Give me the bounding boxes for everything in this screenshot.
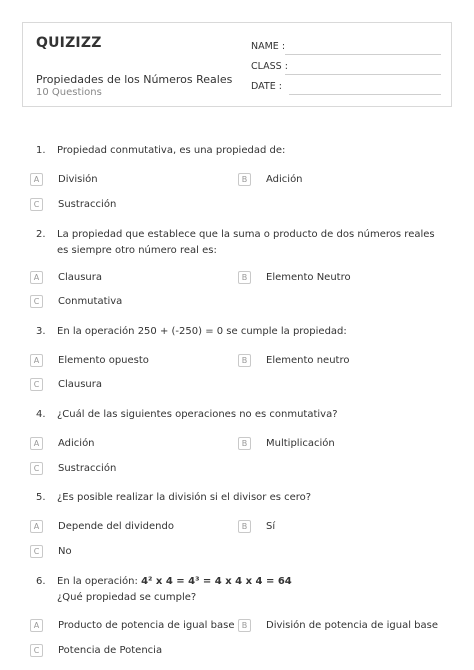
option-text: Sustracción (58, 463, 117, 474)
option-letter: C (30, 644, 43, 657)
date-line (289, 94, 441, 95)
option-text: Sustracción (58, 199, 117, 210)
option-letter: B (238, 437, 251, 450)
option-letter: A (30, 354, 43, 367)
question-text-line2: ¿Qué propiedad se cumple? (57, 592, 197, 603)
question-number: 1. (36, 145, 46, 156)
class-field[interactable] (251, 61, 441, 75)
option-text: Sí (266, 521, 276, 532)
option-text: Adición (266, 174, 303, 185)
option-text: Elemento Neutro (266, 272, 351, 283)
option-letter: A (30, 173, 43, 186)
option-text: Depende del dividendo (58, 521, 174, 532)
option-text: Adición (58, 438, 95, 449)
question-count: 10 Questions (36, 87, 102, 98)
name-line (285, 54, 441, 55)
question-text-prefix: En la operación: (57, 576, 142, 587)
question-number: 6. (36, 576, 46, 587)
option-letter: B (238, 619, 251, 632)
option-letter: B (238, 271, 251, 284)
option-letter: C (30, 198, 43, 211)
quizizz-logo: QUIZIZZ (36, 35, 102, 51)
question-text (57, 574, 447, 606)
date-field[interactable] (251, 81, 441, 95)
question-number: 4. (36, 409, 46, 420)
question-text: Propiedad conmutativa, es una propiedad de: (57, 145, 286, 156)
option-letter: C (30, 295, 43, 308)
question-equation: 4² x 4 = 4³ = 4 x 4 x 4 = 64 (141, 576, 292, 587)
option-text: No (58, 546, 72, 557)
question-text: En la operación 250 + (-250) = 0 se cumple la propiedad: (57, 326, 347, 337)
option-text: Clausura (58, 379, 103, 390)
option-text: División de potencia de igual base (266, 620, 439, 631)
option-text: Multiplicación (266, 438, 335, 449)
option-letter: B (238, 354, 251, 367)
question-number: 5. (36, 492, 46, 503)
question-text: La propiedad que establece que la suma o producto de dos números reales es siempre otro número real es: (57, 229, 435, 256)
class-label: CLASS : (251, 61, 288, 72)
option-text: División (58, 174, 98, 185)
class-line (285, 74, 441, 75)
worksheet-header (22, 22, 452, 107)
option-text: Producto de potencia de igual base (58, 620, 235, 631)
date-label: DATE : (251, 81, 282, 92)
option-text: Conmutativa (58, 296, 123, 307)
question-number: 3. (36, 326, 46, 337)
question-text: ¿Es posible realizar la división si el divisor es cero? (57, 492, 312, 503)
worksheet-title: Propiedades de los Números Reales (36, 73, 233, 86)
question-text: ¿Cuál de las siguientes operaciones no es conmutativa? (57, 409, 338, 420)
option-letter: B (238, 173, 251, 186)
option-text: Elemento opuesto (58, 355, 149, 366)
option-letter: A (30, 437, 43, 450)
option-letter: C (30, 545, 43, 558)
option-letter: A (30, 271, 43, 284)
question-number: 2. (36, 229, 46, 240)
name-field[interactable] (251, 41, 441, 55)
option-text: Potencia de Potencia (58, 645, 163, 656)
name-label: NAME : (251, 41, 286, 52)
option-letter: B (238, 520, 251, 533)
option-letter: C (30, 378, 43, 391)
option-text: Elemento neutro (266, 355, 350, 366)
option-text: Clausura (58, 272, 103, 283)
option-letter: A (30, 520, 43, 533)
option-letter: C (30, 462, 43, 475)
option-letter: A (30, 619, 43, 632)
